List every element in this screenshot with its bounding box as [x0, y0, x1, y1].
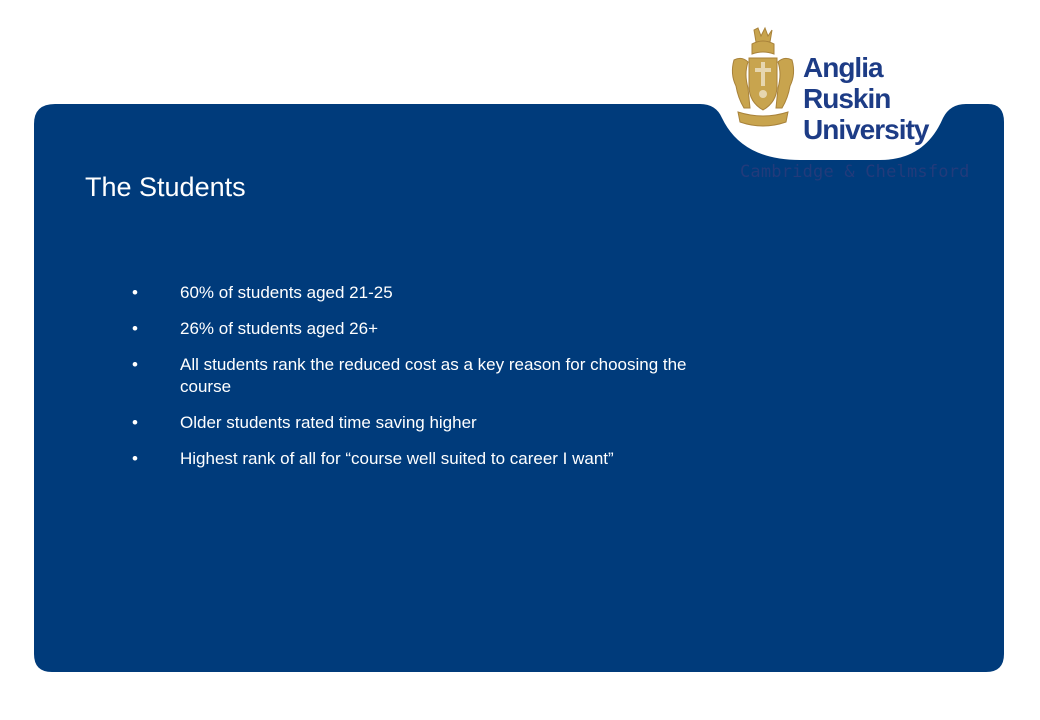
slide-title: The Students — [85, 172, 246, 202]
campus-label: Cambridge & Chelmsford — [740, 162, 970, 182]
university-name-line1: Anglia Ruskin — [803, 52, 891, 114]
bullet-icon: • — [132, 283, 138, 302]
list-item — [132, 354, 732, 398]
bullet-icon: • — [132, 355, 138, 374]
crest-icon — [728, 24, 798, 132]
bullet-text: Highest rank of all for “course well suited to career I want” — [180, 449, 614, 468]
university-name-line2: University — [803, 114, 929, 145]
list-item — [132, 448, 732, 470]
university-name — [803, 52, 958, 145]
bullet-text: 26% of students aged 26+ — [180, 319, 379, 338]
bullet-icon: • — [132, 319, 138, 338]
bullet-text: Older students rated time saving higher — [180, 413, 477, 432]
list-item — [132, 318, 732, 340]
bullet-list — [132, 282, 732, 484]
university-logo — [728, 24, 958, 145]
bullet-text: 60% of students aged 21-25 — [180, 283, 393, 302]
list-item — [132, 282, 732, 304]
list-item — [132, 412, 732, 434]
bullet-text: All students rank the reduced cost as a key reason for choosing the course — [180, 355, 687, 396]
bullet-icon: • — [132, 449, 138, 468]
bullet-icon: • — [132, 413, 138, 432]
